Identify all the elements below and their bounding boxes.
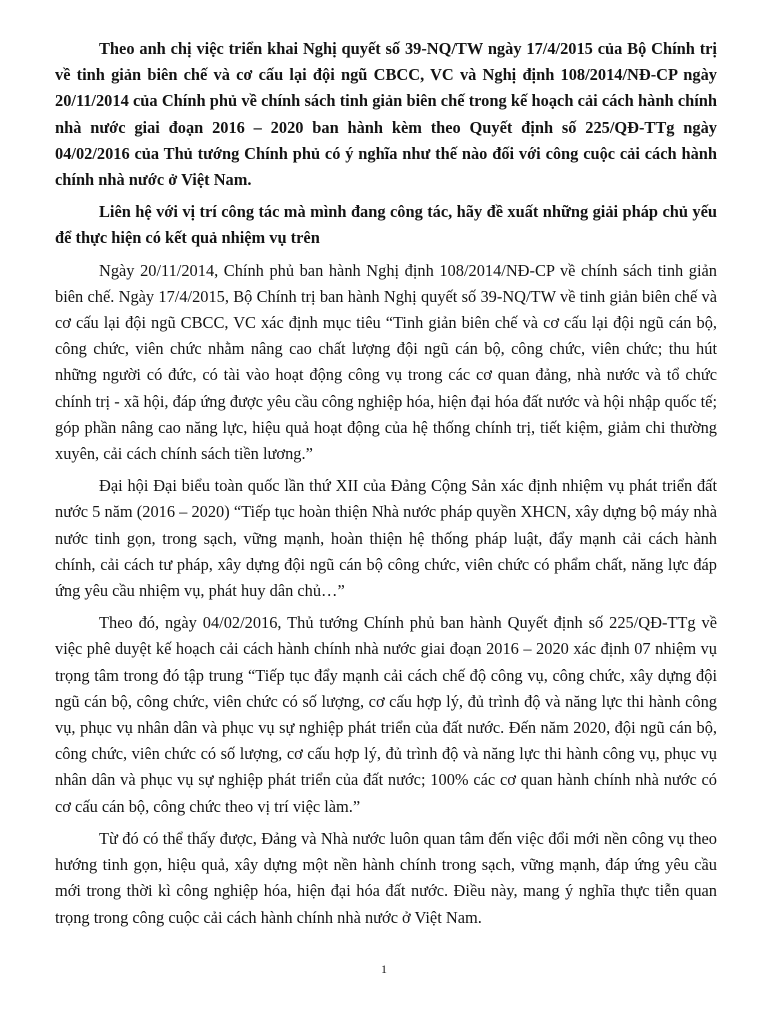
question-heading: Theo anh chị việc triển khai Nghị quyết số 39-NQ/TW ngày 17/4/2015 của Bộ Chính trị về tinh giản biên chế và cơ cấu lại đội ngũ CBCC, VC và Nghị định 108/2014/NĐ-CP ngày 20/11/2014 của Chính phủ về chính sách tinh giản biên chế trong kế hoạch cải cách hành chính nhà nước giai đoạn 2016 – 2020 ban hành kèm theo Quyết định số 225/QĐ-TTg ngày 04/02/2016 của Thủ tướng Chính phủ có ý nghĩa như thế nào đối với công cuộc cải cách hành chính nhà nước ở Việt Nam. — [55, 39, 717, 190]
body-paragraph: Từ đó có thể thấy được, Đảng và Nhà nước luôn quan tâm đến việc đổi mới nền công vụ theo hướng tinh gọn, hiệu quả, xây dựng một nền hành chính trong sạch, vững mạnh, đáp ứng yêu cầu mới trong thời kì công nghiệp hóa, hiện đại hóa đất nước. Điều này, mang ý nghĩa thực tiễn quan trọng trong công cuộc cải cách hành chính nhà nước ở Việt Nam. — [55, 828, 717, 927]
body-paragraph: Đại hội Đại biểu toàn quốc lần thứ XII của Đảng Cộng Sản xác định nhiệm vụ phát triển đất nước 5 năm (2016 – 2020) “Tiếp tục hoàn thiện Nhà nước pháp quyền XHCN, xây dựng bộ máy nhà nước tinh gọn, trong sạch, vững mạnh, hoàn thiện hệ thống pháp luật, đẩy mạnh cải cách hành chính, cải cách tư pháp, xây dựng đội ngũ cán bộ công chức, viên chức có phẩm chất, năng lực đáp ứng yêu cầu nhiệm vụ, phát huy dân chủ…” — [55, 476, 717, 601]
body-paragraph: Ngày 20/11/2014, Chính phủ ban hành Nghị định 108/2014/NĐ-CP về chính sách tinh giản biên chế. Ngày 17/4/2015, Bộ Chính trị ban hành Nghị quyết số 39-NQ/TW về tinh giản biên chế và cơ cấu lại đội ngũ CBCC, VC xác định mục tiêu “Tinh giản biên chế và cơ cấu lại đội ngũ cán bộ, công chức, viên chức nhằm nâng cao chất lượng đội ngũ cán bộ, công chức, viên chức; thu hút những người có đức, có tài vào hoạt động công vụ trong các cơ quan đảng, nhà nước và tổ chức chính trị - xã hội, đáp ứng được yêu cầu công nghiệp hóa, hiện đại hóa đất nước và hội nhập quốc tế; góp phần nâng cao năng lực, hiệu quả hoạt động của hệ thống chính trị, tiết kiệm, giảm chi thường xuyên, cải cách chính sách tiền lương.” — [55, 260, 717, 464]
task-heading: Liên hệ với vị trí công tác mà mình đang công tác, hãy đề xuất những giải pháp chủ yếu để thực hiện có kết quả nhiệm vụ trên — [55, 202, 717, 248]
body-paragraph: Theo đó, ngày 04/02/2016, Thủ tướng Chính phủ ban hành Quyết định số 225/QĐ-TTg về việc phê duyệt kế hoạch cải cách hành chính nhà nước giai đoạn 2016 – 2020 xác định 07 nhiệm vụ trọng tâm trong đó tập trung “Tiếp tục đẩy mạnh cải cách chế độ công vụ, công chức, xây dựng đội ngũ cán bộ, công chức, viên chức có số lượng, cơ cấu hợp lý, đủ trình độ và năng lực thi hành công vụ, phục vụ nhân dân và phục vụ sự nghiệp phát triển của đất nước. Đến năm 2020, đội ngũ cán bộ, công chức, viên chức có số lượng, cơ cấu hợp lý, đủ trình độ và năng lực thi hành công vụ, phục vụ nhân dân và phục vụ sự nghiệp phát triển của đất nước; 100% các cơ quan hành chính nhà nước có cơ cấu cán bộ, công chức theo vị trí việc làm.” — [55, 613, 717, 816]
document-body — [55, 36, 717, 937]
page-number: 1 — [381, 962, 387, 976]
